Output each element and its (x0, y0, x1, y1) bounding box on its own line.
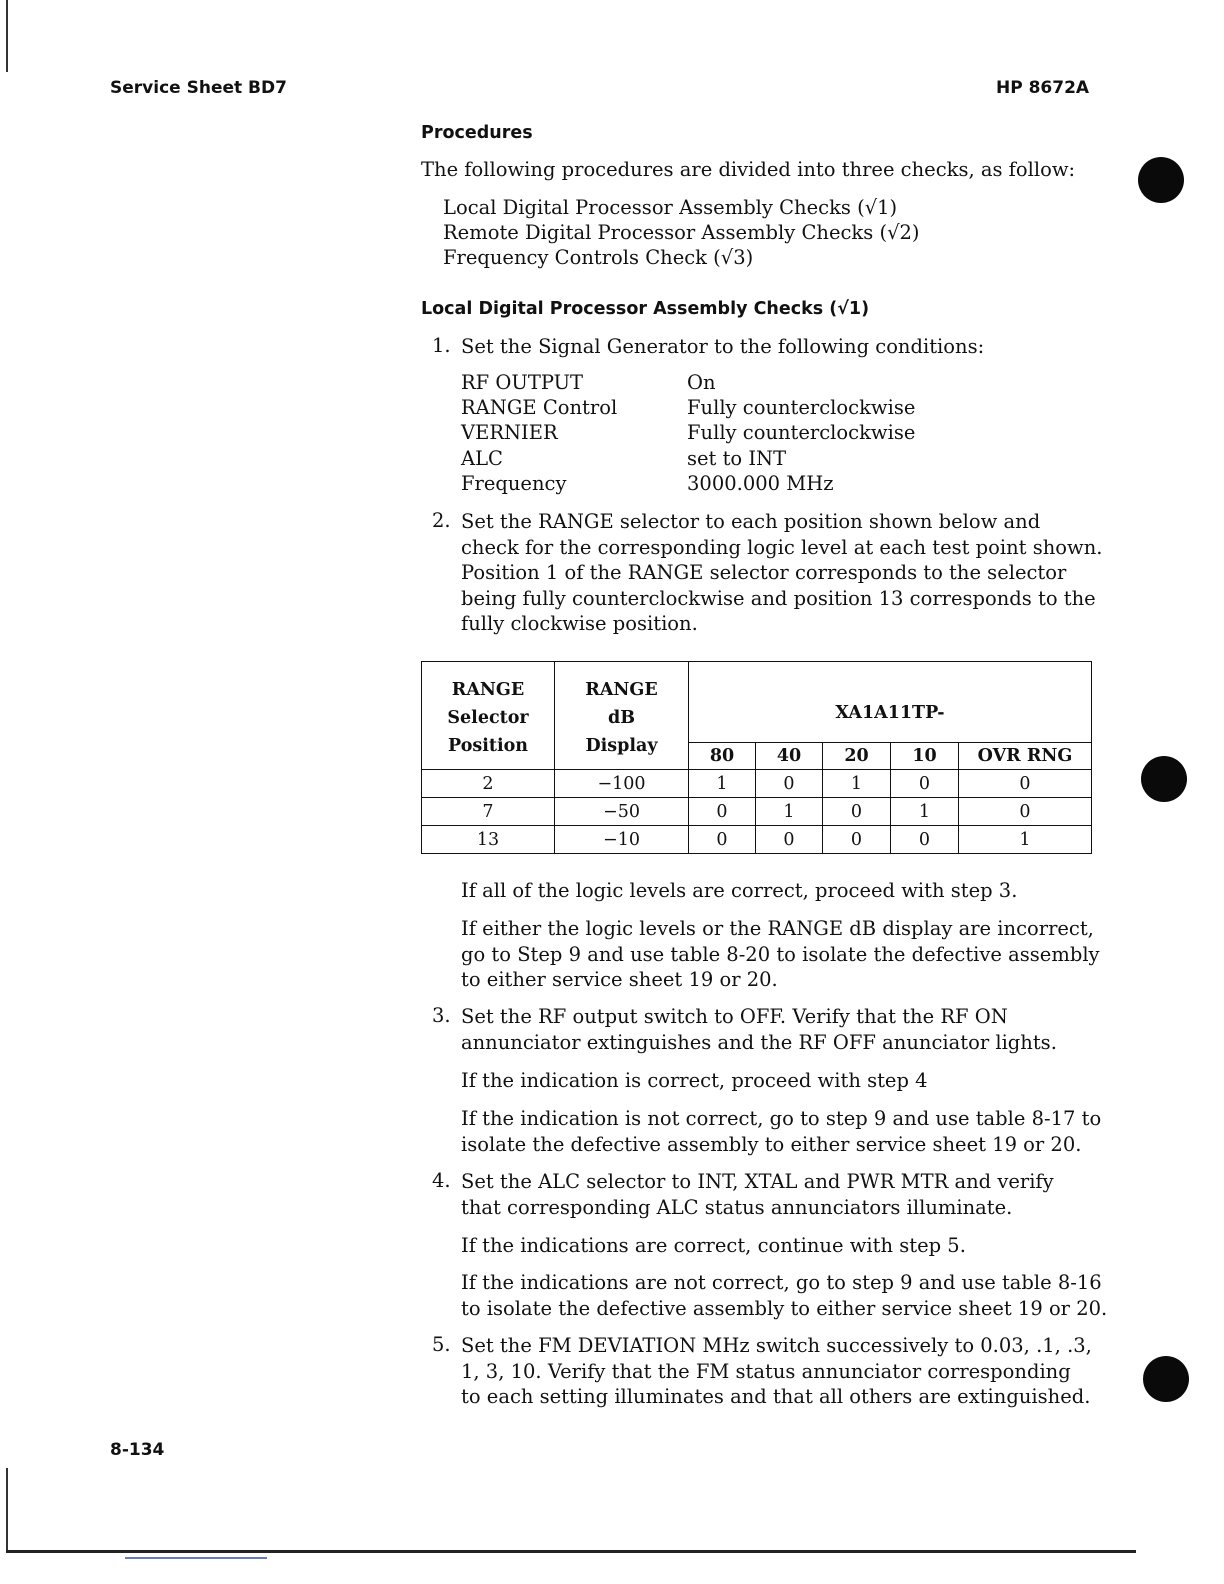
table-cell: 0 (959, 798, 1092, 826)
note-line: If the indication is not correct, go to step 9 and use table 8-17 to (461, 1107, 1102, 1130)
page-number: 8-134 (110, 1440, 165, 1460)
step-3-text (461, 1004, 1057, 1055)
table-cell: 1 (891, 798, 959, 826)
condition-name: ALC (461, 447, 503, 470)
col-header-line: RANGE (585, 679, 658, 700)
table-row (422, 770, 1092, 798)
col-group-test-points: XA1A11TP- (689, 662, 1092, 743)
col-range-db-display (555, 662, 689, 770)
table-cell: 0 (823, 798, 891, 826)
binder-hole-1 (1138, 157, 1184, 203)
scan-edge-top (6, 0, 8, 72)
step-3-correct-note: If the indication is correct, proceed with step 4 (461, 1069, 928, 1092)
note-line: to either service sheet 19 or 20. (461, 968, 778, 991)
table-cell: 1 (756, 798, 823, 826)
step-4-incorrect-note (461, 1270, 1107, 1321)
step-2-line: fully clockwise position. (461, 612, 698, 635)
col-header-line: RANGE (451, 679, 525, 700)
procedures-intro: The following procedures are divided into three checks, as follow: (421, 158, 1076, 181)
procedures-title: Procedures (421, 123, 533, 143)
header-section-label: Service Sheet BD7 (110, 78, 287, 98)
step-3-line: Set the RF output switch to OFF. Verify that the RF ON (461, 1005, 1008, 1028)
table-cell: 0 (891, 770, 959, 798)
step-2-line: Set the RANGE selector to each position shown below and (461, 510, 1041, 533)
step-5-text (461, 1333, 1092, 1410)
check-item-2: Remote Digital Processor Assembly Checks (√2) (443, 221, 920, 244)
table-cell: 0 (756, 770, 823, 798)
table-cell: 0 (823, 826, 891, 854)
table-cell: 0 (689, 826, 756, 854)
binder-hole-3 (1143, 1356, 1189, 1402)
header-model: HP 8672A (996, 78, 1090, 98)
condition-name: RF OUTPUT (461, 371, 584, 394)
table-cell: 13 (422, 826, 555, 854)
table-cell: 0 (891, 826, 959, 854)
table-cell: 7 (422, 798, 555, 826)
table-cell: 0 (959, 770, 1092, 798)
step-2-line: Position 1 of the RANGE selector corresponds to the selector (461, 561, 1067, 584)
note-line: isolate the defective assembly to either service sheet 19 or 20. (461, 1132, 1082, 1156)
table-cell: 2 (422, 770, 555, 798)
step-4-correct-note: If the indications are correct, continue with step 5. (461, 1234, 966, 1257)
table-row (422, 826, 1092, 854)
step-3-number: 3. (432, 1004, 451, 1027)
col-tp-40: 40 (756, 743, 823, 770)
condition-value: Fully counterclockwise (687, 396, 916, 419)
table-cell: 0 (756, 826, 823, 854)
col-tp-80: 80 (689, 743, 756, 770)
note-line: If the indications are not correct, go to step 9 and use table 8-16 (461, 1271, 1102, 1294)
step-5-line: to each setting illuminates and that all others are extinguished. (461, 1385, 1091, 1408)
step-5-number: 5. (432, 1333, 451, 1356)
step-3-incorrect-note (461, 1106, 1101, 1157)
step-2-number: 2. (432, 509, 451, 532)
step-5-line: 1, 3, 10. Verify that the FM status annunciator corresponding (461, 1359, 1071, 1383)
check-item-1: Local Digital Processor Assembly Checks (√1) (443, 196, 898, 219)
col-range-selector-position (422, 662, 555, 770)
step-4-line: that corresponding ALC status annunciators illuminate. (461, 1195, 1013, 1219)
col-tp-10: 10 (891, 743, 959, 770)
col-tp-ovr-rng: OVR RNG (959, 743, 1092, 770)
condition-value: set to INT (687, 447, 787, 470)
step-1-number: 1. (432, 334, 451, 357)
condition-value: Fully counterclockwise (687, 421, 916, 444)
condition-value: 3000.000 MHz (687, 472, 834, 495)
step-2-text (461, 509, 1102, 637)
table-cell: 1 (959, 826, 1092, 854)
step-2-line: check for the corresponding logic level at each test point shown. (461, 535, 1103, 559)
step-4-text (461, 1169, 1054, 1220)
table-cell: 0 (689, 798, 756, 826)
table-row (422, 798, 1092, 826)
table-cell: −50 (555, 798, 689, 826)
table-cell: 1 (823, 770, 891, 798)
step-5-line: Set the FM DEVIATION MHz switch successively to 0.03, .1, .3, (461, 1334, 1092, 1357)
condition-name: RANGE Control (461, 396, 618, 419)
col-header-line: Position (448, 735, 528, 756)
table-cell: 1 (689, 770, 756, 798)
table-cell: −100 (555, 770, 689, 798)
section-title: Local Digital Processor Assembly Checks (√1) (421, 299, 870, 319)
col-header-line: dB (607, 707, 636, 728)
col-tp-20: 20 (823, 743, 891, 770)
step-1-text: Set the Signal Generator to the following conditions: (461, 335, 985, 358)
scan-edge-bottom (6, 1468, 8, 1550)
condition-value: On (687, 371, 716, 394)
scan-bottom-rule-faint (125, 1557, 267, 1559)
table-cell: −10 (555, 826, 689, 854)
condition-name: Frequency (461, 472, 567, 495)
step-2-incorrect-note (461, 916, 1100, 993)
step-4-number: 4. (432, 1169, 451, 1192)
condition-name: VERNIER (461, 421, 558, 444)
note-line: go to Step 9 and use table 8-20 to isolate the defective assembly (461, 942, 1100, 966)
note-line: If either the logic levels or the RANGE dB display are incorrect, (461, 917, 1094, 940)
check-item-3: Frequency Controls Check (√3) (443, 246, 754, 269)
binder-hole-2 (1141, 756, 1187, 802)
col-header-line: Selector (447, 707, 529, 728)
step-2-line: being fully counterclockwise and position 13 corresponds to the (461, 586, 1096, 610)
col-header-line: Display (585, 735, 658, 756)
scan-bottom-rule (6, 1550, 1136, 1553)
step-3-line: annunciator extinguishes and the RF OFF anunciator lights. (461, 1030, 1057, 1054)
range-logic-table (421, 661, 1092, 854)
step-4-line: Set the ALC selector to INT, XTAL and PWR MTR and verify (461, 1170, 1054, 1193)
step-2-correct-note: If all of the logic levels are correct, proceed with step 3. (461, 879, 1018, 902)
note-line: to isolate the defective assembly to either service sheet 19 or 20. (461, 1296, 1108, 1320)
